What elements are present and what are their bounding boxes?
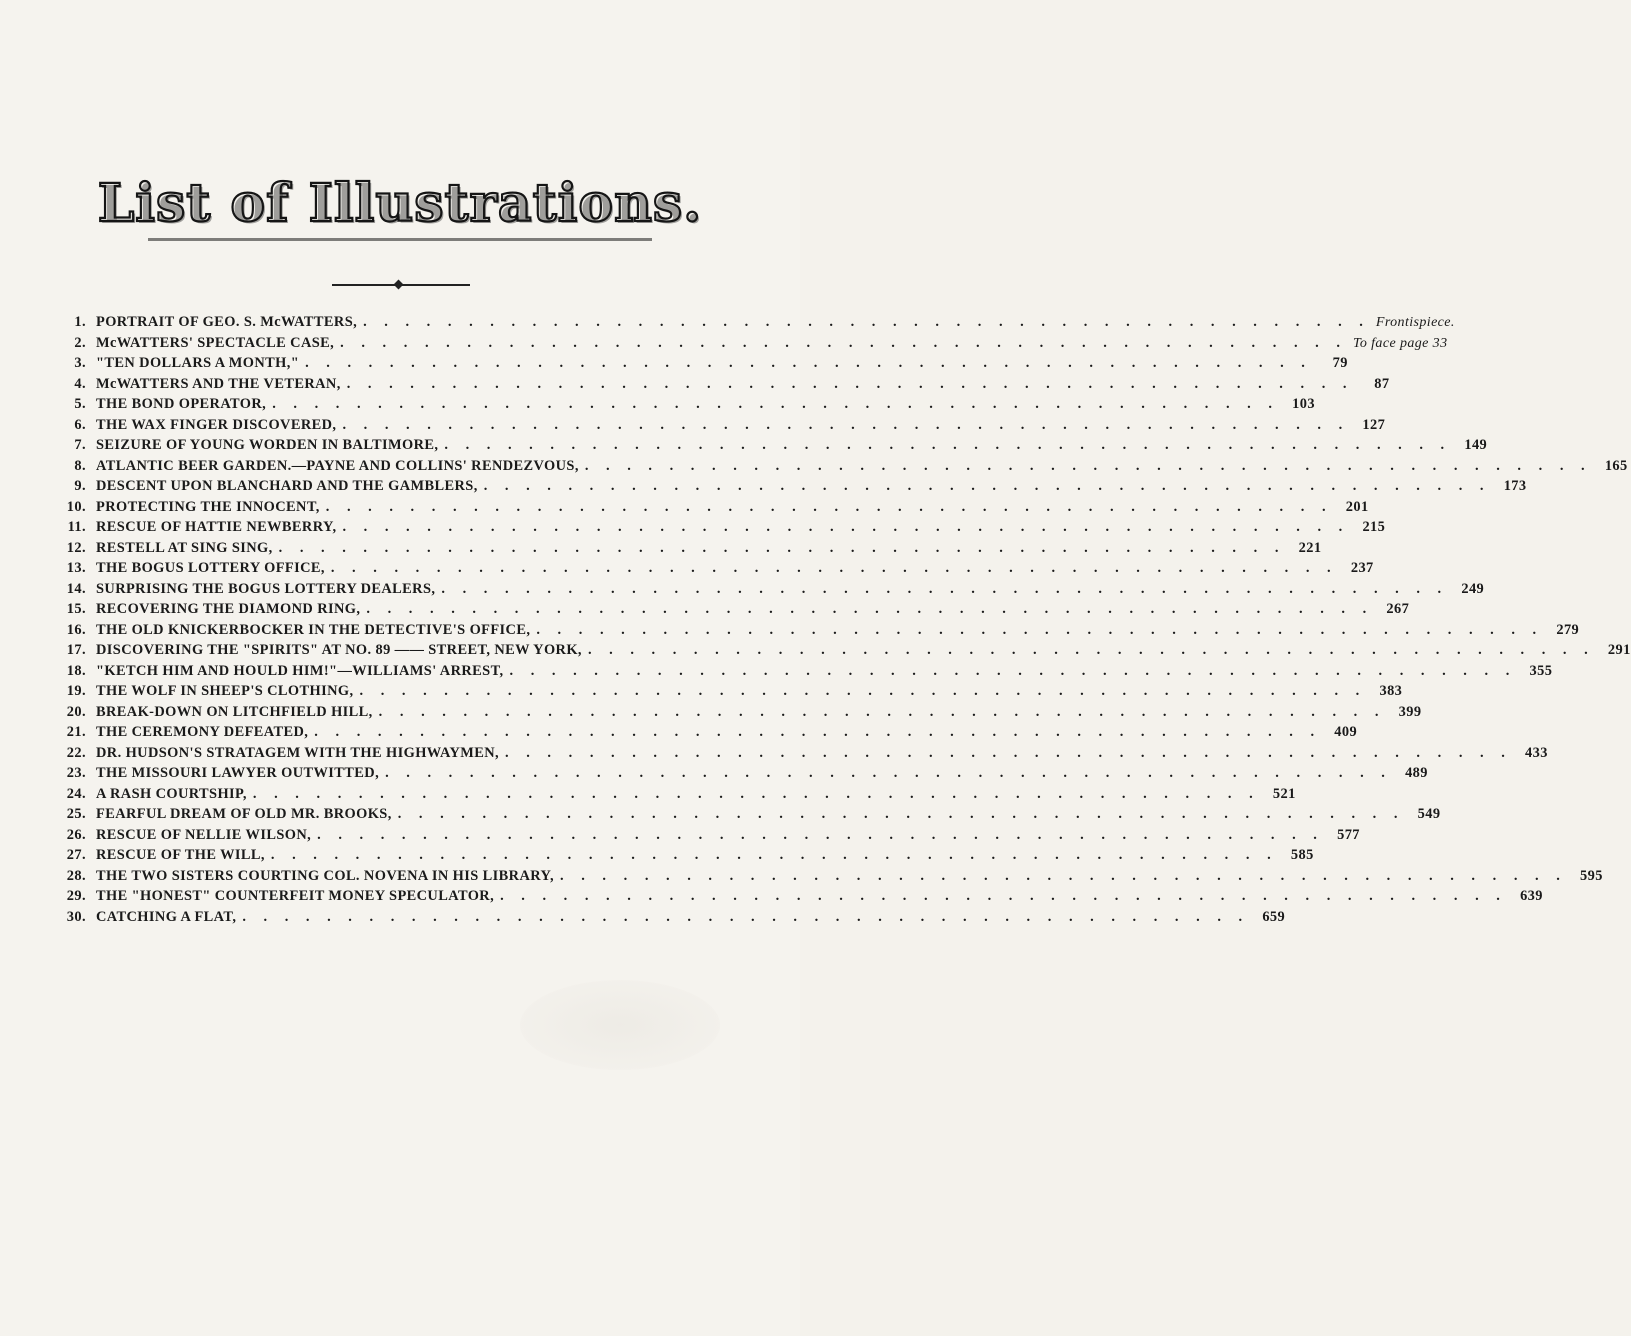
- entry-title: THE "HONEST" COUNTERFEIT MONEY SPECULATOR,: [96, 888, 495, 904]
- dot-leader: . . . . . . . . . . . . . . . . . . . . . . . . . . . . . . . . . . . . . . . . . . . . . . . .: [252, 785, 1260, 802]
- entry-title: THE BOGUS LOTTERY OFFICE,: [96, 560, 325, 576]
- diamond-ornament-icon: [394, 280, 404, 290]
- entry-number: 26.: [66, 826, 86, 843]
- entry-number: 29.: [66, 888, 86, 904]
- entry-page-number: 201: [1345, 498, 1369, 515]
- entry-number: 7.: [74, 437, 86, 453]
- entry-page-number: 521: [1272, 785, 1296, 802]
- entry-number: 17.: [66, 642, 86, 658]
- entry-title: DESCENT UPON BLANCHARD AND THE GAMBLERS,: [96, 478, 478, 494]
- entry-title: "KETCH HIM AND HOULD HIM!"—WILLIAMS' ARREST,: [96, 662, 504, 679]
- dot-leader: . . . . . . . . . . . . . . . . . . . . . . . . . . . . . . . . . . . . . . . . . . . . . . . .: [330, 560, 1338, 576]
- entry-page-number: 577: [1337, 826, 1360, 843]
- entry-number: 20.: [66, 703, 86, 720]
- entry-page-number: 87: [1374, 375, 1390, 392]
- dot-leader: . . . . . . . . . . . . . . . . . . . . . . . . . . . . . . . . . . . . . . . . . . . . . . . .: [305, 355, 1312, 371]
- entry-page-number: 595: [1580, 867, 1603, 884]
- dot-leader: . . . . . . . . . . . . . . . . . . . . . . . . . . . . . . . . . . . . . . . . . . . . . . . .: [385, 765, 1392, 781]
- dot-leader: . . . . . . . . . . . . . . . . . . . . . . . . . . . . . . . . . . . . . . . . . . . . . . . .: [325, 498, 1333, 515]
- entry-title: THE OLD KNICKERBOCKER IN THE DETECTIVE'S OFFICE,: [96, 621, 531, 638]
- dot-leader: . . . . . . . . . . . . . . . . . . . . . . . . . . . . . . . . . . . . . . . . . . . . . . . .: [441, 580, 1449, 597]
- dot-leader: . . . . . . . . . . . . . . . . . . . . . . . . . . . . . . . . . . . . . . . . . . . . . . . .: [359, 683, 1367, 699]
- entry-page-number: To face page 33: [1352, 335, 1448, 351]
- entry-title: DR. HUDSON'S STRATAGEM WITH THE HIGHWAYMEN,: [96, 744, 500, 761]
- entry-number: 3.: [74, 355, 86, 371]
- entry-title: RESCUE OF THE WILL,: [96, 847, 265, 863]
- list-item: [50, 888, 1543, 909]
- entry-title: "TEN DOLLARS A MONTH,": [96, 355, 300, 371]
- entry-number: 19.: [66, 683, 86, 699]
- entry-title: DISCOVERING THE "SPIRITS" AT NO. 89 —— STREET, NEW YORK,: [96, 642, 582, 658]
- list-item: [50, 867, 1603, 889]
- entry-page-number: 399: [1398, 703, 1422, 720]
- entry-number: 12.: [66, 539, 86, 556]
- entry-page-number: 221: [1298, 539, 1322, 556]
- entry-page-number: 237: [1350, 560, 1374, 576]
- list-item: [50, 826, 1360, 848]
- entry-number: 2.: [74, 334, 86, 351]
- entry-page-number: 585: [1290, 847, 1314, 863]
- illustrations-list: [50, 314, 1631, 929]
- entry-title: THE BOND OPERATOR,: [96, 396, 267, 412]
- entry-title: THE WAX FINGER DISCOVERED,: [96, 416, 337, 433]
- list-item: [50, 601, 1410, 622]
- entry-page-number: 103: [1292, 396, 1315, 412]
- list-item: [50, 375, 1390, 397]
- entry-number: 8.: [74, 457, 86, 474]
- list-item: [50, 314, 1455, 335]
- entry-title: SEIZURE OF YOUNG WORDEN IN BALTIMORE,: [96, 437, 439, 453]
- list-item: [50, 355, 1348, 376]
- dot-leader: . . . . . . . . . . . . . . . . . . . . . . . . . . . . . . . . . . . . . . . . . . . . . . . .: [317, 826, 1324, 843]
- list-item: [50, 519, 1386, 540]
- dot-leader: . . . . . . . . . . . . . . . . . . . . . . . . . . . . . . . . . . . . . . . . . . . . . . . .: [509, 662, 1517, 679]
- dot-leader: . . . . . . . . . . . . . . . . . . . . . . . . . . . . . . . . . . . . . . . . . . . . . . . .: [505, 744, 1512, 761]
- list-item: [50, 416, 1386, 438]
- entry-title: ATLANTIC BEER GARDEN.—PAYNE AND COLLINS' RENDEZVOUS,: [96, 457, 579, 474]
- entry-title: RESCUE OF HATTIE NEWBERRY,: [96, 519, 337, 535]
- entry-number: 14.: [66, 580, 86, 597]
- dot-leader: . . . . . . . . . . . . . . . . . . . . . . . . . . . . . . . . . . . . . . . . . . . . . . . .: [366, 601, 1374, 617]
- entry-page-number: 355: [1529, 662, 1553, 679]
- entry-page-number: 659: [1262, 908, 1286, 925]
- dot-leader: . . . . . . . . . . . . . . . . . . . . . . . . . . . . . . . . . . . . . . . . . . . . . . . .: [500, 888, 1507, 904]
- entry-title: BREAK-DOWN ON LITCHFIELD HILL,: [96, 703, 373, 720]
- dot-leader: . . . . . . . . . . . . . . . . . . . . . . . . . . . . . . . . . . . . . . . . . . . . . . . .: [560, 867, 1567, 884]
- list-item: [50, 744, 1548, 766]
- entry-title: A RASH COURTSHIP,: [96, 785, 247, 802]
- entry-number: 11.: [67, 519, 86, 535]
- entry-page-number: 149: [1464, 437, 1488, 453]
- list-item: [50, 437, 1488, 458]
- entry-title: SURPRISING THE BOGUS LOTTERY DEALERS,: [96, 580, 436, 597]
- dot-leader: . . . . . . . . . . . . . . . . . . . . . . . . . . . . . . . . . . . . . . . . . . . . . . . .: [242, 908, 1250, 925]
- entry-page-number: 249: [1461, 580, 1485, 597]
- entry-page-number: 433: [1525, 744, 1548, 761]
- entry-page-number: 291: [1607, 642, 1631, 658]
- dot-leader: . . . . . . . . . . . . . . . . . . . . . . . . . . . . . . . . . . . . . . . . . . . . . . . .: [536, 621, 1544, 638]
- entry-page-number: Frontispiece.: [1375, 315, 1455, 330]
- list-item: [50, 580, 1485, 602]
- dot-leader: . . . . . . . . . . . . . . . . . . . . . . . . . . . . . . . . . . . . . . . . . . . . . . . .: [278, 539, 1286, 556]
- entry-number: 21.: [66, 724, 86, 740]
- entry-number: 13.: [66, 560, 86, 576]
- paper-stain: [520, 980, 720, 1070]
- entry-page-number: 215: [1362, 519, 1386, 535]
- entry-number: 22.: [66, 744, 86, 761]
- list-item: [50, 847, 1314, 868]
- entry-page-number: 549: [1417, 806, 1441, 822]
- entry-page-number: 639: [1520, 888, 1543, 904]
- entry-title: PORTRAIT OF GEO. S. McWATTERS,: [96, 314, 358, 330]
- page-title: List of Illustrations.: [97, 173, 703, 234]
- entry-number: 24.: [66, 785, 86, 802]
- list-item: [50, 478, 1527, 499]
- entry-page-number: 79: [1332, 355, 1348, 371]
- dot-leader: . . . . . . . . . . . . . . . . . . . . . . . . . . . . . . . . . . . . . . . . . . . . . . . .: [483, 478, 1491, 494]
- entry-page-number: 127: [1362, 416, 1386, 433]
- entry-number: 25.: [66, 806, 86, 822]
- entry-number: 1.: [74, 314, 86, 330]
- list-item: [50, 724, 1358, 745]
- entry-title: CATCHING A FLAT,: [96, 908, 237, 925]
- entry-number: 30.: [66, 908, 86, 925]
- dot-leader: . . . . . . . . . . . . . . . . . . . . . . . . . . . . . . . . . . . . . . . . . . . . . . . .: [397, 806, 1405, 822]
- entry-number: 28.: [66, 867, 86, 884]
- list-item: [50, 908, 1286, 930]
- entry-page-number: 409: [1334, 724, 1358, 740]
- dot-leader: . . . . . . . . . . . . . . . . . . . . . . . . . . . . . . . . . . . . . . . . . . . . . . . .: [340, 334, 1347, 351]
- list-item: [50, 560, 1374, 581]
- entry-number: 9.: [74, 478, 86, 494]
- list-item: [50, 498, 1369, 520]
- dot-leader: . . . . . . . . . . . . . . . . . . . . . . . . . . . . . . . . . . . . . . . . . . . . . . . .: [342, 519, 1350, 535]
- entry-page-number: 279: [1556, 621, 1580, 638]
- dot-leader: . . . . . . . . . . . . . . . . . . . . . . . . . . . . . . . . . . . . . . . . . . . . . . . .: [342, 416, 1350, 433]
- entry-page-number: 173: [1503, 478, 1527, 494]
- dot-leader: . . . . . . . . . . . . . . . . . . . . . . . . . . . . . . . . . . . . . . . . . . . . . . . .: [378, 703, 1386, 720]
- entry-number: 23.: [66, 765, 86, 781]
- entry-title: McWATTERS' SPECTACLE CASE,: [96, 334, 335, 351]
- dot-leader: . . . . . . . . . . . . . . . . . . . . . . . . . . . . . . . . . . . . . . . . . . . . . . . .: [314, 724, 1322, 740]
- entry-title: RESTELL AT SING SING,: [96, 539, 273, 556]
- dot-leader: . . . . . . . . . . . . . . . . . . . . . . . . . . . . . . . . . . . . . . . . . . . . . . . .: [272, 396, 1279, 412]
- list-item: [50, 662, 1553, 684]
- dot-leader: . . . . . . . . . . . . . . . . . . . . . . . . . . . . . . . . . . . . . . . . . . . . . . . .: [363, 314, 1370, 330]
- entry-title: PROTECTING THE INNOCENT,: [96, 498, 320, 515]
- entry-page-number: 383: [1379, 683, 1403, 699]
- entry-page-number: 267: [1386, 601, 1410, 617]
- dot-leader: . . . . . . . . . . . . . . . . . . . . . . . . . . . . . . . . . . . . . . . . . . . . . . . .: [270, 847, 1278, 863]
- entry-title: THE TWO SISTERS COURTING COL. NOVENA IN HIS LIBRARY,: [96, 867, 555, 884]
- entry-page-number: 165: [1604, 457, 1628, 474]
- entry-title: FEARFUL DREAM OF OLD MR. BROOKS,: [96, 806, 392, 822]
- entry-title: McWATTERS AND THE VETERAN,: [96, 375, 341, 392]
- entry-title: THE CEREMONY DEFEATED,: [96, 724, 309, 740]
- list-item: [50, 457, 1628, 479]
- list-item: [50, 539, 1322, 561]
- list-item: [50, 642, 1631, 663]
- list-item: [50, 621, 1580, 643]
- list-item: [50, 785, 1296, 807]
- entry-number: 5.: [74, 396, 86, 412]
- entry-number: 15.: [66, 601, 86, 617]
- dot-leader: . . . . . . . . . . . . . . . . . . . . . . . . . . . . . . . . . . . . . . . . . . . . . . . .: [587, 642, 1595, 658]
- entry-title: THE MISSOURI LAWYER OUTWITTED,: [96, 765, 380, 781]
- list-item: [50, 683, 1403, 704]
- list-item: [50, 334, 1448, 356]
- entry-number: 10.: [66, 498, 86, 515]
- entry-number: 4.: [74, 375, 86, 392]
- entry-title: RECOVERING THE DIAMOND RING,: [96, 601, 361, 617]
- dot-leader: . . . . . . . . . . . . . . . . . . . . . . . . . . . . . . . . . . . . . . . . . . . . . . . .: [584, 457, 1592, 474]
- entry-title: THE WOLF IN SHEEP'S CLOTHING,: [96, 683, 354, 699]
- list-item: [50, 765, 1428, 786]
- entry-number: 18.: [66, 662, 86, 679]
- list-item: [50, 806, 1441, 827]
- entry-title: RESCUE OF NELLIE WILSON,: [96, 826, 312, 843]
- entry-number: 16.: [66, 621, 86, 638]
- dot-leader: . . . . . . . . . . . . . . . . . . . . . . . . . . . . . . . . . . . . . . . . . . . . . . . .: [346, 375, 1354, 392]
- title-underline: [148, 230, 652, 241]
- entry-number: 6.: [74, 416, 86, 433]
- dot-leader: . . . . . . . . . . . . . . . . . . . . . . . . . . . . . . . . . . . . . . . . . . . . . . . .: [444, 437, 1452, 453]
- entry-page-number: 489: [1405, 765, 1428, 781]
- list-item: [50, 703, 1422, 725]
- list-item: [50, 396, 1315, 417]
- entry-number: 27.: [66, 847, 86, 863]
